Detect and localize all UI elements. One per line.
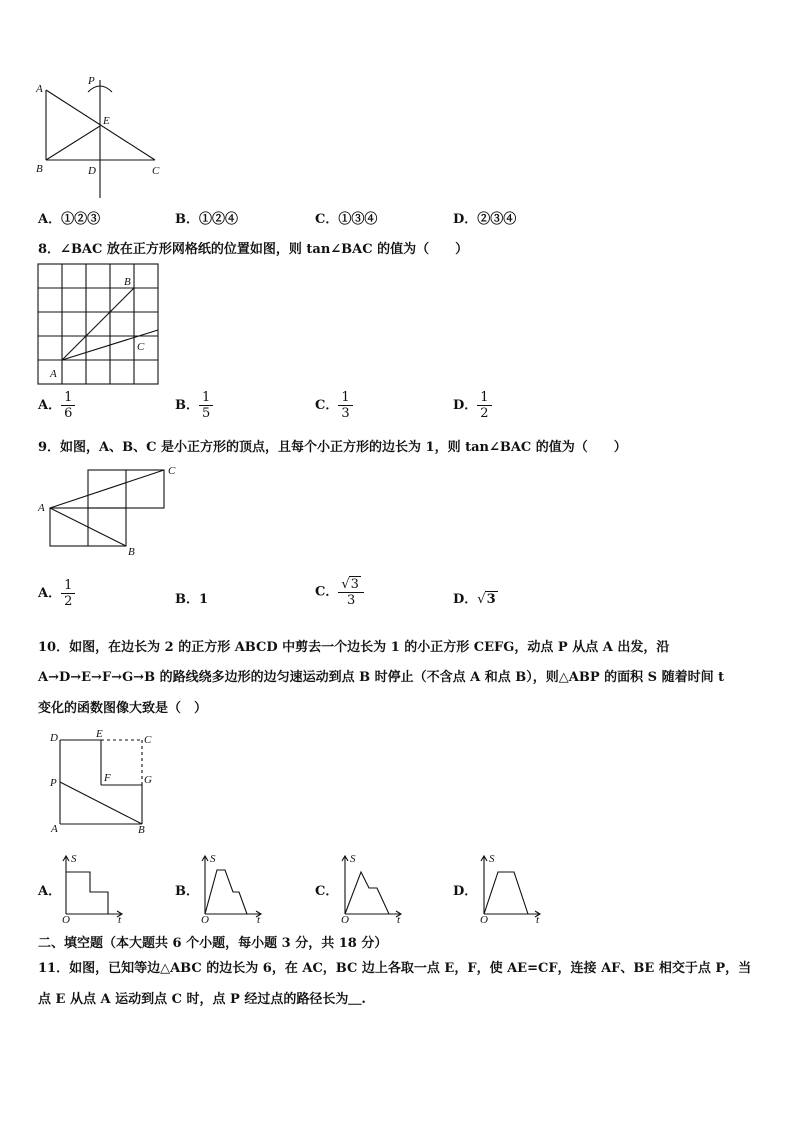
q10-option-c[interactable]: C．	[315, 884, 339, 899]
q10-label-P: P	[50, 777, 57, 789]
q10-line3: 变化的函数图像大致是（ ）	[38, 701, 208, 716]
q10-line1: 10．如图，在边长为 2 的正方形 ABCD 中剪去一个边长为 1 的小正方形 CEFG，动点 P 从点 A 出发，沿	[38, 640, 670, 655]
svg-text:t: t	[397, 914, 401, 926]
section-title: 二、填空题（本大题共 6 个小题，每小题 3 分，共 18 分）	[38, 936, 388, 951]
q10-label-C: C	[144, 734, 152, 746]
q10-option-d[interactable]: D．	[453, 884, 478, 899]
q9-option-d[interactable]: D．√3	[453, 592, 496, 607]
q8-label-B: B	[124, 276, 131, 288]
q10-line2: A→D→E→F→G→B 的路线绕多边形的边匀速运动到点 B 时停止（不含点 A 和点 B），则△ABP 的面积 S 随着时间 t	[38, 670, 725, 685]
q7-label-D: D	[88, 165, 96, 177]
q9-option-b[interactable]: B．1	[175, 592, 209, 607]
q10-label-F: F	[104, 772, 111, 784]
q8-stem: 8．∠BAC 放在正方形网格纸的位置如图，则 tan∠BAC 的值为（ ）	[38, 242, 469, 257]
q8-label-A: A	[50, 368, 57, 380]
q7-option-b[interactable]: B．①②④	[175, 212, 239, 227]
q10-label-B: B	[138, 824, 145, 836]
q10-label-G: G	[144, 774, 152, 786]
q11-line1: 11．如图，已知等边△ABC 的边长为 6，在 AC，BC 边上各取一点 E，F，使 AE=CF，连接 AF、BE 相交于点 P，当	[38, 961, 752, 976]
q7-label-P: P	[88, 75, 95, 87]
q9-label-C: C	[168, 465, 176, 477]
q10-label-D: D	[50, 732, 58, 744]
q10-graph-b[interactable]	[195, 852, 267, 924]
svg-text:O: O	[341, 914, 349, 926]
svg-text:S: S	[489, 853, 495, 865]
svg-text:t: t	[257, 914, 261, 926]
svg-text:O: O	[201, 914, 209, 926]
q10-label-A: A	[51, 823, 58, 835]
q8-option-a[interactable]: A． $\frac{1}{6}$	[38, 390, 75, 421]
q9-option-c[interactable]: C． $\frac{√3}{3}$	[315, 576, 364, 608]
q10-graph-c[interactable]	[335, 852, 407, 924]
q7-label-A: A	[36, 83, 43, 95]
q7-option-c[interactable]: C．①③④	[315, 212, 378, 227]
q8-grid-figure	[38, 264, 162, 388]
q7-figure	[30, 72, 170, 202]
q9-option-a[interactable]: A． $\frac{1}{2}$	[38, 578, 75, 609]
svg-text:S: S	[210, 853, 216, 865]
q7-label-B: B	[36, 163, 43, 175]
svg-text:O: O	[62, 914, 70, 926]
q7-option-a[interactable]: A．①②③	[38, 212, 101, 227]
q10-option-b[interactable]: B．	[175, 884, 199, 899]
svg-text:t: t	[118, 914, 122, 926]
q10-option-a[interactable]: A．	[38, 884, 62, 899]
q10-graph-d[interactable]	[474, 852, 546, 924]
q8-option-d[interactable]: D． $\frac{1}{2}$	[453, 390, 492, 421]
svg-text:O: O	[480, 914, 488, 926]
q9-label-B: B	[128, 546, 135, 558]
q7-option-d[interactable]: D．②③④	[453, 212, 517, 227]
q10-label-E: E	[96, 728, 103, 740]
svg-text:S: S	[71, 853, 77, 865]
q8-option-c[interactable]: C． $\frac{1}{3}$	[315, 390, 353, 421]
svg-text:t: t	[536, 914, 540, 926]
q10-figure	[44, 728, 164, 840]
q9-stem: 9．如图，A、B、C 是小正方形的顶点，且每个小正方形的边长为 1，则 tan∠BAC 的值为（ ）	[38, 440, 627, 455]
q7-label-C: C	[152, 165, 160, 177]
q11-line2: 点 E 从点 A 运动到点 C 时，点 P 经过点的路径长为＿.	[38, 992, 366, 1007]
q9-figure	[36, 462, 196, 562]
q8-option-b[interactable]: B． $\frac{1}{5}$	[175, 390, 213, 421]
q7-label-E: E	[103, 115, 110, 127]
q9-label-A: A	[38, 502, 45, 514]
svg-text:S: S	[350, 853, 356, 865]
q10-graph-a[interactable]	[56, 852, 128, 924]
q8-label-C: C	[137, 341, 145, 353]
